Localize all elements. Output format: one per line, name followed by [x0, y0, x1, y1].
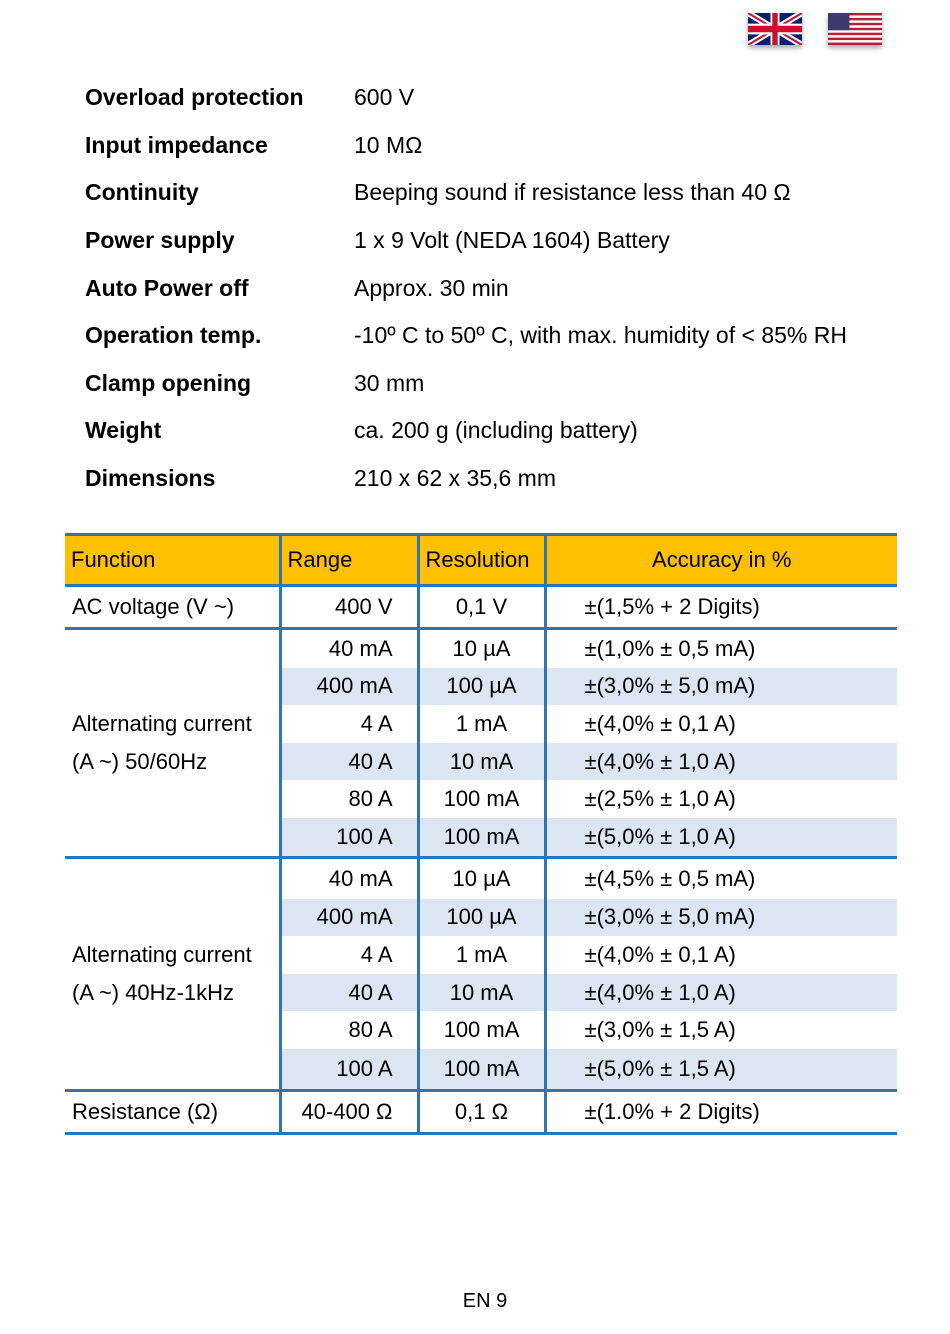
range-cell: 80 A	[280, 780, 418, 818]
accuracy-cell: ±(4,0% ± 1,0 A)	[545, 974, 897, 1012]
header-function: Function	[65, 535, 280, 586]
resolution-cell: 100 mA	[418, 1011, 545, 1049]
range-cell: 400 mA	[280, 899, 418, 937]
resolution-cell: 10 mA	[418, 743, 545, 781]
spec-value: -10º C to 50º C, with max. humidity of < 85% RH	[354, 322, 847, 349]
range-cell: 400 mA	[280, 668, 418, 706]
accuracy-cell: ±(2,5% ± 1,0 A)	[584, 786, 736, 812]
accuracy-cell: ±(1,0% ± 0,5 mA)	[584, 635, 756, 661]
spec-value: Beeping sound if resistance less than 40 Ω	[354, 179, 791, 206]
specifications-list	[85, 74, 905, 502]
spec-label: Overload protection	[85, 84, 304, 111]
accuracy-cell: ±(1.0% + 2 Digits)	[545, 1090, 897, 1133]
table-row	[65, 629, 897, 668]
table-header-row	[65, 535, 897, 586]
spec-row-overload	[85, 74, 905, 122]
spec-row-clamp-opening	[85, 360, 905, 408]
page-number: EN 9	[462, 1290, 508, 1312]
resolution-cell: 100 µA	[418, 668, 545, 706]
spec-value: 10 MΩ	[354, 131, 423, 158]
resolution-cell: 100 mA	[418, 818, 545, 857]
resolution-cell: 100 mA	[418, 1049, 545, 1091]
header-resolution: Resolution	[418, 535, 545, 586]
range-cell: 4 A	[280, 936, 418, 974]
accuracy-cell: ±(3,0% ± 5,0 mA)	[545, 668, 897, 706]
accuracy-cell: ±(4,0% ± 0,1 A)	[584, 710, 736, 736]
range-cell: 40 mA	[280, 857, 418, 899]
spec-row-operation-temp	[85, 312, 905, 360]
table-row	[65, 1090, 897, 1133]
spec-label: Continuity	[85, 179, 199, 206]
accuracy-cell: ±(4,0% ± 1,0 A)	[545, 743, 897, 781]
range-cell: 100 A	[280, 818, 418, 857]
spec-row-power-supply	[85, 217, 905, 265]
spec-value: 600 V	[354, 84, 415, 111]
resolution-cell: 10 µA	[418, 629, 545, 668]
language-flags	[736, 8, 888, 56]
function-line: (A ~) 40Hz-1kHz	[72, 979, 234, 1005]
accuracy-cell: ±(5,0% ± 1,0 A)	[545, 818, 897, 857]
resolution-cell: 100 mA	[418, 780, 545, 818]
function-cell	[65, 629, 280, 858]
spec-label: Weight	[85, 417, 162, 444]
accuracy-cell: ±(5,0% ± 1,5 A)	[545, 1049, 897, 1091]
spec-row-weight	[85, 407, 905, 455]
table-row	[65, 857, 897, 899]
accuracy-cell: ±(4,5% ± 0,5 mA)	[584, 865, 756, 891]
resolution-cell: 0,1 Ω	[418, 1090, 545, 1133]
us-flag-icon[interactable]	[828, 13, 882, 45]
range-cell: 100 A	[280, 1049, 418, 1091]
resolution-cell: 0,1 V	[418, 586, 545, 629]
spec-value: 30 mm	[354, 369, 425, 396]
function-line: (A ~) 50/60Hz	[72, 748, 208, 774]
resolution-cell: 1 mA	[418, 936, 545, 974]
accuracy-cell: ±(1,5% + 2 Digits)	[545, 586, 897, 629]
spec-label: Dimensions	[85, 465, 216, 492]
spec-label: Auto Power off	[85, 274, 249, 301]
spec-value: 1 x 9 Volt (NEDA 1604) Battery	[354, 227, 670, 254]
spec-row-impedance	[85, 122, 905, 170]
uk-flag-icon[interactable]	[748, 13, 802, 45]
range-cell: 40 A	[280, 743, 418, 781]
spec-row-dimensions	[85, 455, 905, 503]
range-cell: 40 mA	[280, 629, 418, 668]
spec-row-continuity	[85, 169, 905, 217]
function-cell: Resistance (Ω)	[65, 1090, 280, 1133]
resolution-cell: 10 µA	[418, 857, 545, 899]
table-row	[65, 586, 897, 629]
header-accuracy: Accuracy in %	[545, 535, 897, 586]
spec-value: ca. 200 g (including battery)	[354, 417, 638, 444]
accuracy-table	[65, 533, 897, 1135]
range-cell: 40 A	[280, 974, 418, 1012]
spec-label: Power supply	[85, 227, 235, 254]
range-cell: 40-400 Ω	[280, 1090, 418, 1133]
accuracy-cell: ±(3,0% ± 1,5 A)	[584, 1017, 736, 1043]
range-cell: 400 V	[280, 586, 418, 629]
resolution-cell: 10 mA	[418, 974, 545, 1012]
range-cell: 4 A	[280, 705, 418, 743]
spec-label: Clamp opening	[85, 369, 252, 396]
range-cell: 80 A	[280, 1011, 418, 1049]
resolution-cell: 100 µA	[418, 899, 545, 937]
accuracy-cell: ±(3,0% ± 5,0 mA)	[545, 899, 897, 937]
function-cell	[65, 857, 280, 1090]
spec-value: 210 x 62 x 35,6 mm	[354, 465, 556, 492]
spec-label: Operation temp.	[85, 322, 262, 349]
function-line: Alternating current	[72, 941, 252, 967]
function-cell: AC voltage (V ~)	[65, 586, 280, 629]
spec-label: Input impedance	[85, 131, 268, 158]
resolution-cell: 1 mA	[418, 705, 545, 743]
spec-value: Approx. 30 min	[354, 274, 509, 301]
function-line: Alternating current	[72, 710, 252, 736]
spec-row-auto-power-off	[85, 264, 905, 312]
header-range: Range	[280, 535, 418, 586]
accuracy-cell: ±(4,0% ± 0,1 A)	[584, 941, 736, 967]
